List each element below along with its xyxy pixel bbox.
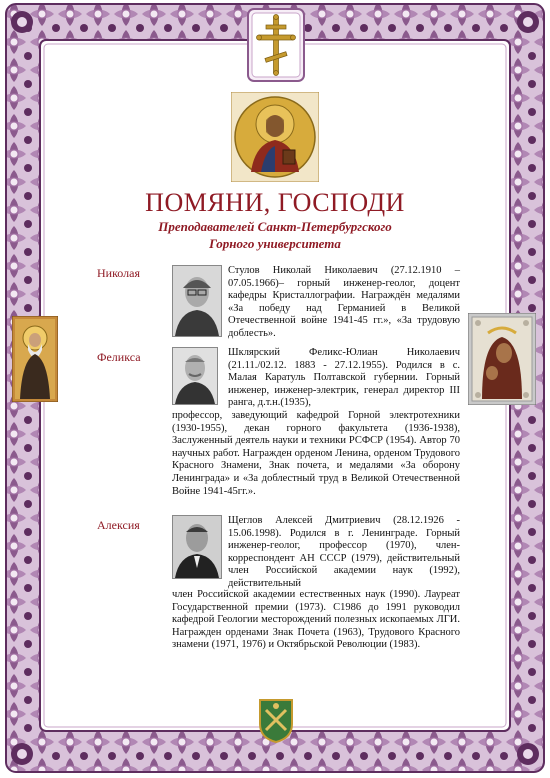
entry-name-aleksiy: Алексия — [97, 518, 140, 532]
bio-stulov: Стулов Николай Николаевич (27.12.1910 – 07.05.1966)– горный инженер-геолог, доцент кафедры Кристаллографии. Награждён медалями «За победу над Германией в Великой Отечественной войне 1941-45 гг.», «За трудовую доблесть». — [228, 265, 460, 339]
page-subtitle — [60, 218, 490, 252]
portrait-shklyarsky — [172, 347, 218, 405]
saint-icon-left — [12, 316, 58, 402]
entry-name-nikolay: Николая — [97, 266, 140, 280]
bio-shklyarsky-top: Шклярский Феликс-Юлиан Николаевич (21.11./02.12. 1883 - 27.12.1955). Родился в с. Малая Каратуль Полтавской губернии. Горный инженер, инженер-электрик, генерал директор III ранга, д.т.н.(1935), — [228, 347, 460, 409]
bio-shcheglov-bottom: член Российской академии естественных наук (1990). Лауреат Государственной премии (1973). С1986 до 1991 руководил кафедрой Геологии месторождений полезных ископаемых ЛГИ. Награжден орденами Знак Почета (1963), Трудового Красного знамени (1971, 1976) и Октябрьской Революции (1983). — [172, 589, 460, 651]
theotokos-icon-right — [468, 313, 536, 405]
portrait-stulov — [172, 265, 222, 337]
page-title: ПОМЯНИ, ГОСПОДИ — [145, 188, 405, 217]
university-emblem-icon — [256, 696, 296, 744]
bio-shklyarsky-bottom: профессор, заведующий кафедрой Горной электротехники (1930-1955), декан горного факультета (1936-1938), Заслуженный деятель науки и техники РСФСР (1954). Автор 70 научных работ. Награжден орденом Ленина, орденом Трудового Красного Знамени, Знак почета, и медалями «За оборону Ленинграда» и «За доблестный труд в Великой Отечественной Войне 1941-45гг.». — [172, 410, 460, 497]
bio-shcheglov-top: Щеглов Алексей Дмитриевич (28.12.1926 - 15.06.1998). Родился в г. Ленинграде. Горный инженер-геолог, профессор (1970), член-корреспондент АН СССР (1979), действительный член Российской академии наук (1992), действительный — [228, 515, 460, 589]
subtitle-line-1: Преподавателей Санкт-Петербургского — [158, 219, 392, 234]
orthodox-cross-icon — [247, 8, 305, 82]
christ-icon — [231, 92, 319, 182]
entry-name-feliks: Феликса — [97, 350, 141, 364]
portrait-shcheglov — [172, 515, 222, 579]
subtitle-line-2: Горного университета — [209, 236, 341, 251]
